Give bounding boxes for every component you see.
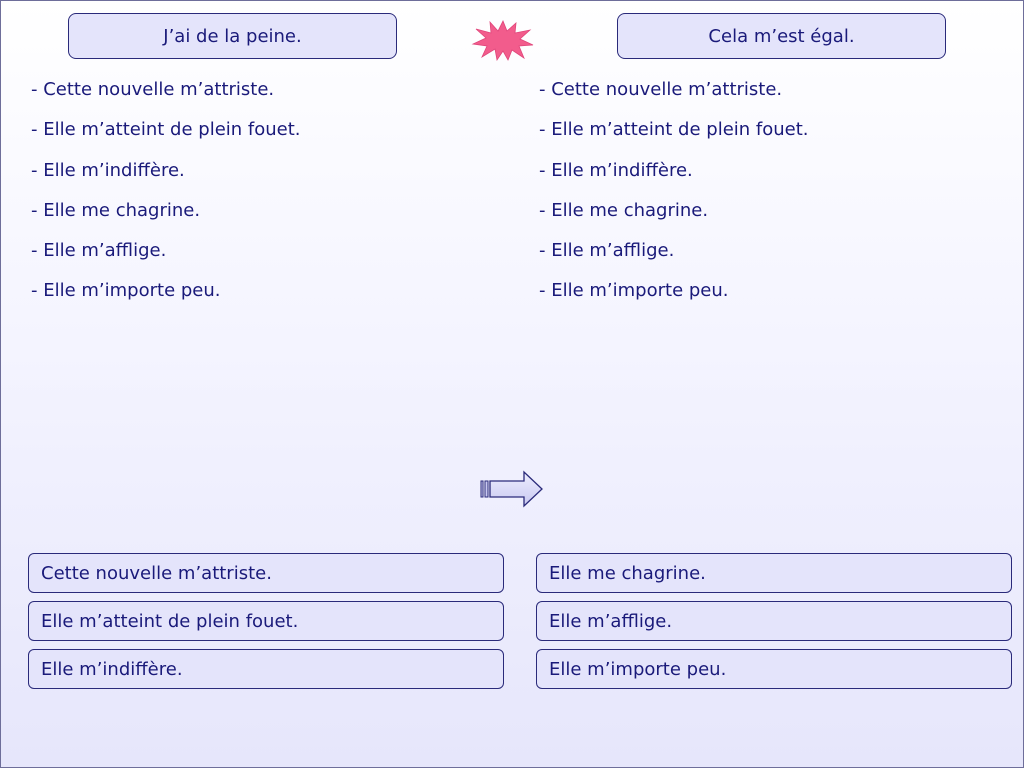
list-item: - Cette nouvelle m’attriste.: [31, 79, 275, 100]
list-item: - Elle m’atteint de plein fouet.: [31, 119, 301, 141]
right-arrow-icon[interactable]: [478, 470, 546, 508]
answer-box[interactable]: Cette nouvelle m’attriste.: [28, 553, 504, 593]
header-indifferent-button[interactable]: Cela m’est égal.: [617, 13, 946, 59]
answer-box[interactable]: Elle me chagrine.: [536, 553, 1012, 593]
header-sad-button[interactable]: J’ai de la peine.: [68, 13, 397, 59]
list-item: - Elle m’afflige.: [31, 240, 167, 262]
list-item: - Elle m’atteint de plein fouet.: [539, 119, 809, 141]
answer-box[interactable]: Elle m’atteint de plein fouet.: [28, 601, 504, 641]
list-item: - Elle me chagrine.: [31, 199, 201, 221]
indifferent-sentence-list: [539, 76, 809, 318]
answer-box[interactable]: Elle m’importe peu.: [536, 649, 1012, 689]
answer-box[interactable]: Elle m’afflige.: [536, 601, 1012, 641]
answer-box[interactable]: Elle m’indiffère.: [28, 649, 504, 689]
list-item: - Elle m’indiffère.: [31, 159, 185, 181]
list-item: - Cette nouvelle m’attriste.: [539, 79, 783, 100]
list-item: - Elle m’importe peu.: [31, 280, 221, 302]
sad-sentence-list: [31, 76, 301, 318]
list-item: - Elle m’indiffère.: [539, 159, 693, 181]
list-item: - Elle m’afflige.: [539, 240, 675, 262]
starburst-icon: [470, 18, 536, 62]
list-item: - Elle me chagrine.: [539, 199, 709, 221]
list-item: - Elle m’importe peu.: [539, 280, 729, 302]
